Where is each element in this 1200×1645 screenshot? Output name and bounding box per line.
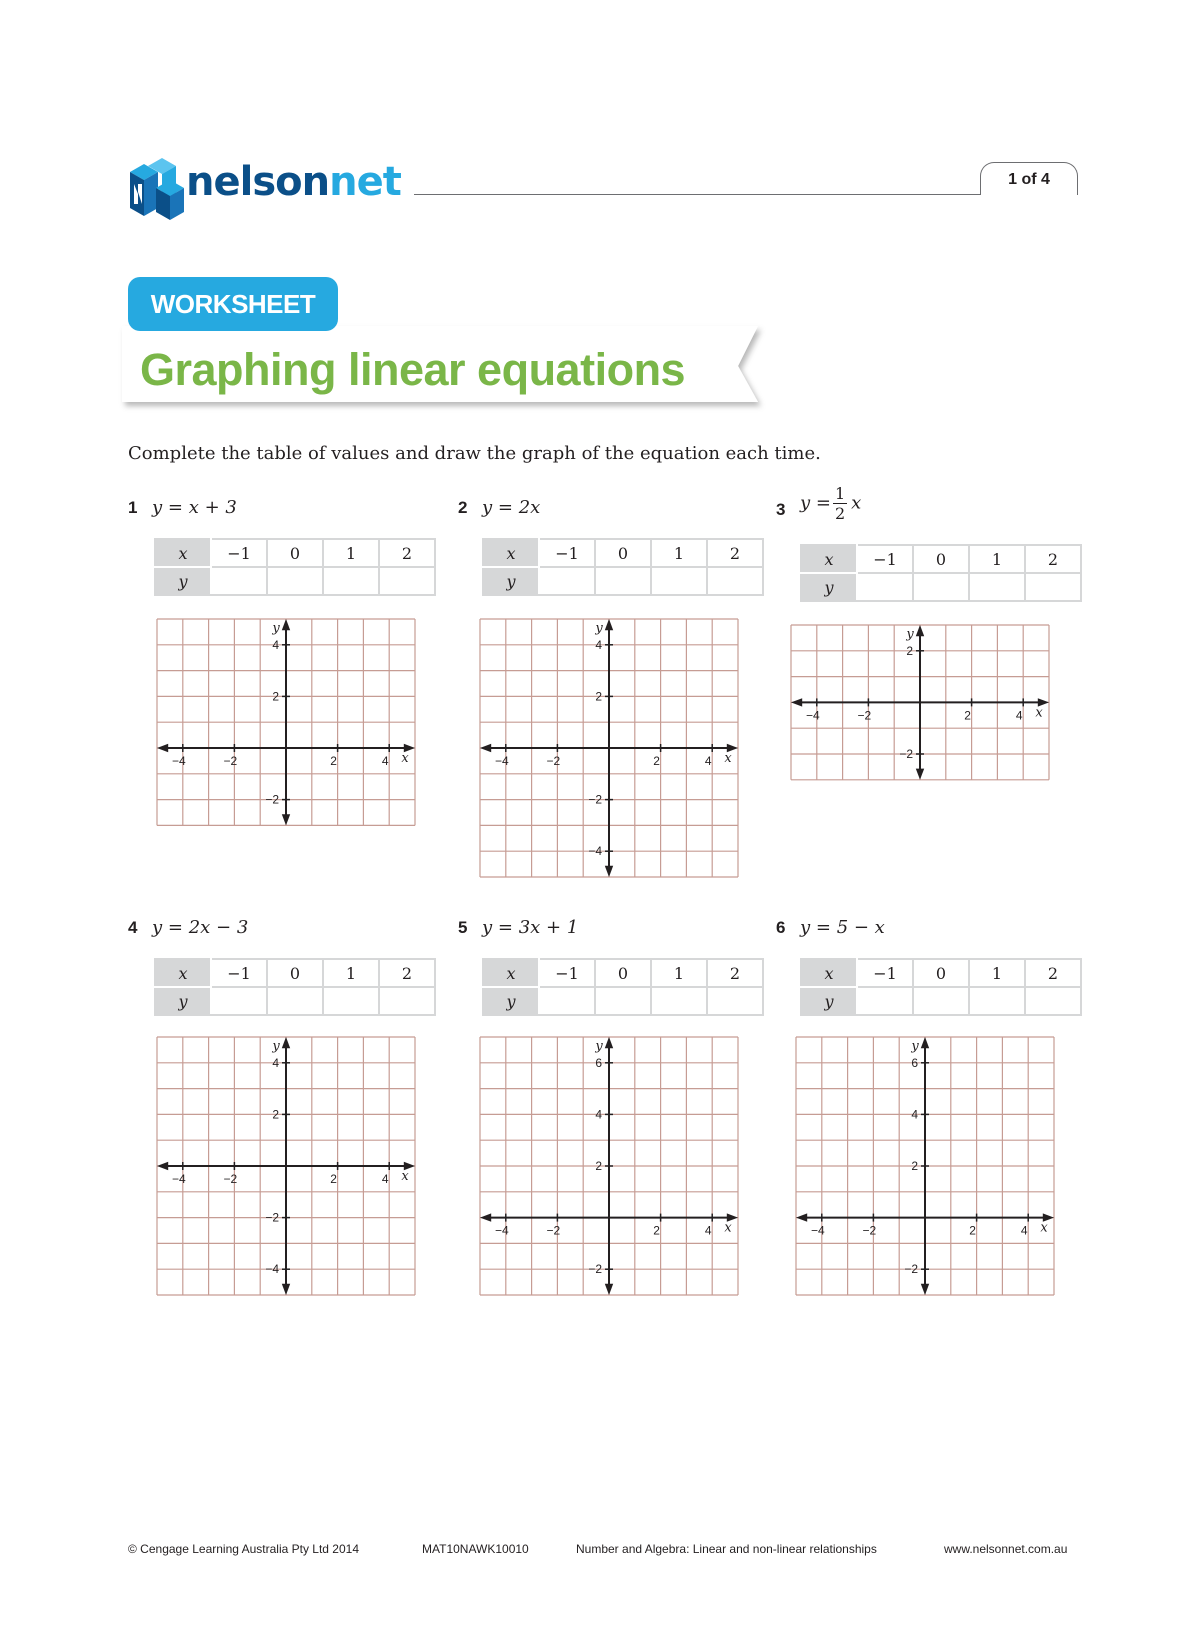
equation-rhs: 2x (518, 497, 541, 518)
y-answer-cell[interactable] (913, 573, 969, 601)
problem-equation: y = x + 3 (152, 497, 237, 518)
x-tick-label: 4 (381, 754, 389, 768)
x-value-cell: 1 (323, 959, 379, 987)
y-answer-cell[interactable] (969, 573, 1025, 601)
y-tick-label: −2 (265, 792, 279, 807)
equation-lhs: y (800, 917, 811, 938)
y-tick-label: 6 (911, 1055, 918, 1070)
y-tick-label: −2 (265, 1210, 279, 1225)
y-header-cell: y (483, 987, 539, 1015)
x-header-cell: x (155, 539, 211, 567)
table-of-values (482, 538, 764, 596)
x-value-cell: −1 (211, 539, 267, 567)
x-tick-label: −2 (862, 1223, 877, 1238)
y-tick-label: 4 (911, 1107, 918, 1122)
y-axis-label: y (595, 621, 603, 636)
y-answer-cell[interactable] (539, 567, 595, 595)
y-answer-cell[interactable] (379, 987, 435, 1015)
y-axis-label: y (595, 1039, 603, 1054)
y-tick-label: 2 (272, 689, 279, 704)
x-tick-label: 2 (969, 1223, 976, 1238)
y-header-cell: y (801, 987, 857, 1015)
y-tick-label: −2 (904, 1262, 918, 1277)
x-axis-label: x (724, 1220, 732, 1236)
x-value-cell: 0 (913, 959, 969, 987)
problem-equation: y = 2x (482, 497, 541, 518)
y-answer-cell[interactable] (651, 987, 707, 1015)
equation-rhs: x + 3 (188, 497, 237, 518)
x-value-cell: 0 (913, 545, 969, 573)
y-tick-label: −2 (588, 792, 602, 807)
x-tick-label: 4 (704, 754, 712, 768)
instructions: Complete the table of values and draw the graph of the equation each time. (128, 443, 821, 464)
arrow-up-icon (921, 1037, 929, 1048)
y-tick-label: 2 (911, 1159, 918, 1173)
footer-copyright: © Cengage Learning Australia Pty Ltd 2014 (128, 1542, 359, 1556)
x-axis-label: x (401, 751, 409, 766)
logo-wordmark (186, 157, 401, 207)
y-header-cell: y (801, 573, 857, 601)
problem-number: 6 (776, 918, 786, 937)
x-value-cell: 2 (379, 959, 435, 987)
problem-equation: y = 2x − 3 (152, 917, 249, 938)
y-answer-cell[interactable] (211, 567, 267, 595)
y-answer-cell[interactable] (1025, 987, 1081, 1015)
equation-rhs: 3x + 1 (518, 917, 579, 938)
equation-rhs: x (851, 492, 862, 514)
x-value-cell: 2 (379, 539, 435, 567)
logo-wordmark-part2: net (329, 159, 401, 205)
y-tick-label: 4 (272, 637, 279, 652)
y-axis-label: y (272, 621, 280, 636)
x-tick-label: 2 (964, 708, 971, 723)
y-tick-label: 4 (272, 1055, 279, 1070)
problem-equation: y = 3x + 1 (482, 917, 579, 938)
x-tick-label: 2 (330, 754, 337, 768)
table-of-values (154, 958, 436, 1016)
x-tick-label: −4 (805, 708, 820, 723)
x-tick-label: −2 (223, 1172, 238, 1186)
arrow-left-icon (796, 1213, 807, 1221)
y-answer-cell[interactable] (857, 573, 913, 601)
graph-grid[interactable] (790, 624, 1055, 784)
y-answer-cell[interactable] (857, 987, 913, 1015)
y-answer-cell[interactable] (651, 567, 707, 595)
y-axis-label: y (911, 1039, 919, 1054)
page-title: Graphing linear equations (140, 344, 686, 395)
x-header-cell: x (483, 539, 539, 567)
x-tick-label: −2 (223, 754, 238, 768)
arrow-up-icon (605, 1037, 613, 1048)
x-value-cell: −1 (539, 539, 595, 567)
y-tick-label: −2 (588, 1262, 602, 1277)
y-answer-cell[interactable] (323, 567, 379, 595)
x-tick-label: −2 (546, 1223, 561, 1238)
x-value-cell: −1 (857, 545, 913, 573)
fraction (833, 484, 847, 523)
problem-number: 5 (458, 918, 468, 937)
y-axis-label: y (906, 627, 914, 642)
y-tick-label: 6 (595, 1055, 602, 1070)
x-tick-label: −4 (810, 1223, 825, 1238)
x-tick-label: 2 (330, 1172, 337, 1186)
y-tick-label: −2 (899, 747, 913, 761)
x-value-cell: 1 (969, 545, 1025, 573)
equation-lhs: y (482, 497, 493, 518)
x-tick-label: 2 (653, 754, 660, 768)
y-tick-label: 4 (595, 1107, 602, 1122)
footer-topic: Number and Algebra: Linear and non-linear relationships (576, 1542, 877, 1556)
x-header-cell: x (483, 959, 539, 987)
x-value-cell: −1 (539, 959, 595, 987)
y-answer-cell[interactable] (267, 567, 323, 595)
y-tick-label: −4 (265, 1262, 279, 1277)
x-header-cell: x (801, 545, 857, 573)
arrow-up-icon (282, 1037, 290, 1048)
y-tick-label: −4 (588, 844, 602, 859)
x-value-cell: −1 (211, 959, 267, 987)
y-tick-label: 2 (595, 689, 602, 704)
arrow-left-icon (157, 1162, 168, 1170)
worksheet-tag: WORKSHEET (128, 277, 338, 331)
problem-number: 1 (128, 498, 138, 517)
arrow-left-icon (480, 1213, 491, 1221)
y-tick-label: 2 (595, 1159, 602, 1173)
table-of-values (800, 958, 1082, 1016)
x-tick-label: −4 (171, 754, 186, 768)
arrow-left-icon (157, 744, 168, 752)
x-value-cell: 0 (595, 959, 651, 987)
table-of-values (800, 544, 1082, 602)
x-axis-label: x (1040, 1220, 1048, 1236)
x-value-cell: 2 (707, 539, 763, 567)
y-answer-cell[interactable] (969, 987, 1025, 1015)
arrow-left-icon (480, 744, 491, 752)
problem-number: 3 (776, 500, 786, 519)
y-tick-label: 2 (906, 643, 913, 658)
arrow-down-icon (921, 1284, 929, 1295)
arrow-down-icon (282, 814, 290, 825)
arrow-up-icon (282, 619, 290, 630)
y-header-cell: y (483, 567, 539, 595)
arrow-down-icon (282, 1284, 290, 1295)
table-of-values (482, 958, 764, 1016)
arrow-down-icon (605, 866, 613, 877)
arrow-up-icon (605, 619, 613, 630)
footer-website[interactable]: www.nelsonnet.com.au (944, 1542, 1068, 1556)
fraction-numerator: 1 (834, 484, 846, 503)
x-value-cell: 2 (1025, 545, 1081, 573)
x-tick-label: −4 (494, 754, 509, 768)
equation-lhs: y (152, 497, 163, 518)
x-value-cell: 1 (651, 959, 707, 987)
graph-grid[interactable] (156, 1036, 421, 1296)
equation-rhs: 2x − 3 (188, 917, 249, 938)
x-header-cell: x (801, 959, 857, 987)
problem-number: 2 (458, 498, 468, 517)
nelsonnet-logo-icon (126, 158, 186, 220)
logo-wordmark-part1: nelson (186, 159, 330, 205)
x-value-cell: −1 (857, 959, 913, 987)
equation-rhs: 5 − x (836, 917, 885, 938)
arrow-down-icon (916, 769, 924, 780)
x-axis-label: x (401, 1169, 409, 1184)
y-tick-label: 2 (272, 1107, 279, 1122)
x-value-cell: 0 (267, 539, 323, 567)
header-rule (414, 194, 1078, 195)
y-answer-cell[interactable] (323, 987, 379, 1015)
graph-grid[interactable] (479, 618, 744, 878)
problem-equation: y = 5 − x (800, 917, 885, 938)
x-tick-label: −2 (546, 754, 561, 768)
x-value-cell: 2 (1025, 959, 1081, 987)
y-answer-cell[interactable] (913, 987, 969, 1015)
y-answer-cell[interactable] (211, 987, 267, 1015)
x-tick-label: −4 (171, 1172, 186, 1186)
x-tick-label: 4 (1020, 1223, 1028, 1238)
y-answer-cell[interactable] (379, 567, 435, 595)
problem-equation: y = $\frac{1}{2}$ x (800, 484, 862, 523)
footer-code: MAT10NAWK10010 (422, 1542, 529, 1556)
x-tick-label: −2 (857, 708, 872, 723)
x-axis-label: x (1035, 705, 1043, 721)
x-header-cell: x (155, 959, 211, 987)
x-value-cell: 1 (323, 539, 379, 567)
equation-lhs: y (800, 492, 811, 514)
y-answer-cell[interactable] (707, 987, 763, 1015)
x-tick-label: −4 (494, 1223, 509, 1238)
arrow-down-icon (605, 1284, 613, 1295)
equation-lhs: y (482, 917, 493, 938)
y-tick-label: 4 (595, 637, 602, 652)
y-axis-label: y (272, 1039, 280, 1054)
y-answer-cell[interactable] (595, 987, 651, 1015)
x-value-cell: 0 (595, 539, 651, 567)
arrow-up-icon (916, 625, 924, 636)
y-header-cell: y (155, 567, 211, 595)
y-header-cell: y (155, 987, 211, 1015)
table-of-values (154, 538, 436, 596)
x-tick-label: 4 (1015, 708, 1023, 723)
y-answer-cell[interactable] (595, 567, 651, 595)
problem-number: 4 (128, 918, 138, 937)
y-answer-cell[interactable] (539, 987, 595, 1015)
graph-grid[interactable] (795, 1036, 1060, 1296)
y-answer-cell[interactable] (707, 567, 763, 595)
x-value-cell: 0 (267, 959, 323, 987)
equation-lhs: y (152, 917, 163, 938)
x-tick-label: 2 (653, 1223, 660, 1238)
graph-grid[interactable] (156, 618, 421, 828)
fraction-denominator: 2 (834, 504, 846, 523)
x-value-cell: 1 (969, 959, 1025, 987)
x-value-cell: 2 (707, 959, 763, 987)
x-axis-label: x (724, 751, 732, 766)
graph-grid[interactable] (479, 1036, 744, 1296)
x-tick-label: 4 (381, 1172, 389, 1186)
arrow-left-icon (791, 698, 802, 706)
y-answer-cell[interactable] (1025, 573, 1081, 601)
y-answer-cell[interactable] (267, 987, 323, 1015)
x-tick-label: 4 (704, 1223, 712, 1238)
x-value-cell: 1 (651, 539, 707, 567)
page-indicator: 1 of 4 (980, 162, 1078, 195)
